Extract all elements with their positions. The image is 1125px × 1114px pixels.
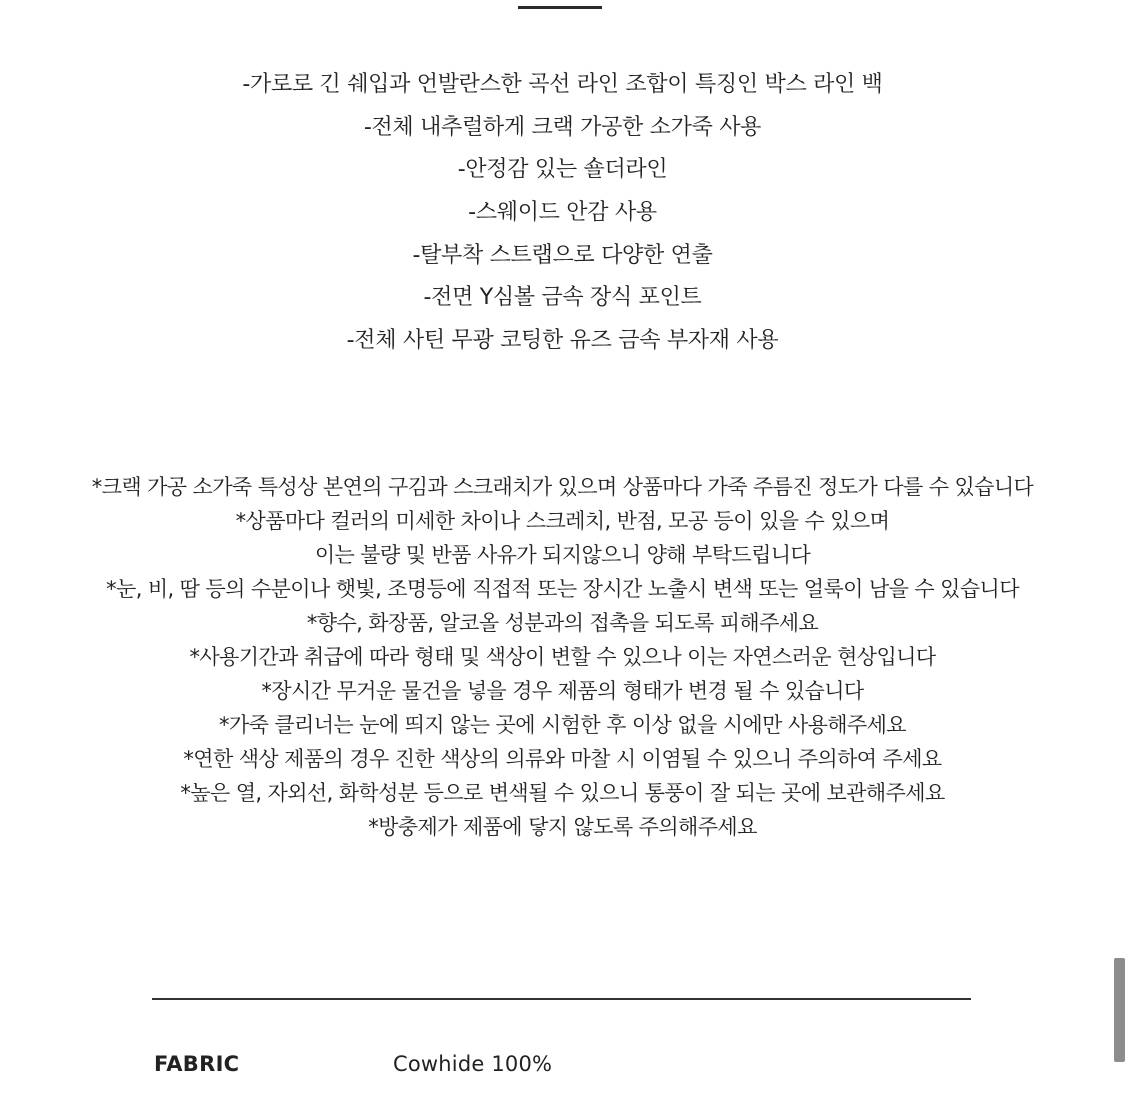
- feature-item: -전체 내추럴하게 크랙 가공한 소가죽 사용: [363, 114, 762, 140]
- scrollbar-thumb[interactable]: [1114, 958, 1125, 1062]
- feature-item: -스웨이드 안감 사용: [468, 200, 657, 226]
- care-note: *높은 열, 자외선, 화학성분 등으로 변색될 수 있으니 통풍이 잘 되는 곳에 보관해주세요: [180, 781, 945, 805]
- feature-item: -가로로 긴 쉐입과 언발란스한 곡선 라인 조합이 특징인 박스 라인 백: [242, 72, 883, 97]
- feature-item: -전면 Y심볼 금속 장식 포인트: [423, 285, 702, 311]
- care-note: *연한 색상 제품의 경우 진한 색상의 의류와 마찰 시 이염될 수 있으니 주의하여 주세요: [183, 747, 942, 771]
- spec-value-fabric: Cowhide 100%: [393, 1052, 553, 1076]
- care-note: *향수, 화장품, 알코올 성분과의 접촉을 되도록 피해주세요: [306, 611, 819, 635]
- care-note: *가죽 클리너는 눈에 띄지 않는 곳에 시험한 후 이상 없을 시에만 사용해주세요: [219, 713, 906, 737]
- spec-divider: [152, 998, 971, 1000]
- care-note: *사용기간과 취급에 따라 형태 및 색상이 변할 수 있으나 이는 자연스러운 현상입니다: [189, 645, 936, 669]
- care-note: 이는 불량 및 반품 사유가 되지않으니 양해 부탁드립니다: [314, 543, 811, 567]
- feature-item: -안정감 있는 숄더라인: [457, 157, 668, 183]
- feature-item: -탈부착 스트랩으로 다양한 연출: [412, 242, 713, 268]
- care-notes: [0, 470, 1125, 844]
- care-note: *방충제가 제품에 닿지 않도록 주의해주세요: [368, 815, 757, 839]
- spec-label-fabric: FABRIC: [154, 1052, 240, 1076]
- top-divider: [518, 6, 602, 9]
- feature-item: -전체 사틴 무광 코팅한 유즈 금속 부자재 사용: [346, 328, 779, 354]
- care-note: *눈, 비, 땀 등의 수분이나 햇빛, 조명등에 직접적 또는 장시간 노출시 변색 또는 얼룩이 남을 수 있습니다: [106, 577, 1019, 601]
- care-note: *상품마다 컬러의 미세한 차이나 스크레치, 반점, 모공 등이 있을 수 있으며: [235, 509, 890, 533]
- care-note: *크랙 가공 소가죽 특성상 본연의 구김과 스크래치가 있으며 상품마다 가죽 주름진 정도가 다를 수 있습니다: [91, 475, 1034, 499]
- feature-list: [0, 64, 1125, 363]
- care-note: *장시간 무거운 물건을 넣을 경우 제품의 형태가 변경 될 수 있습니다: [261, 679, 864, 703]
